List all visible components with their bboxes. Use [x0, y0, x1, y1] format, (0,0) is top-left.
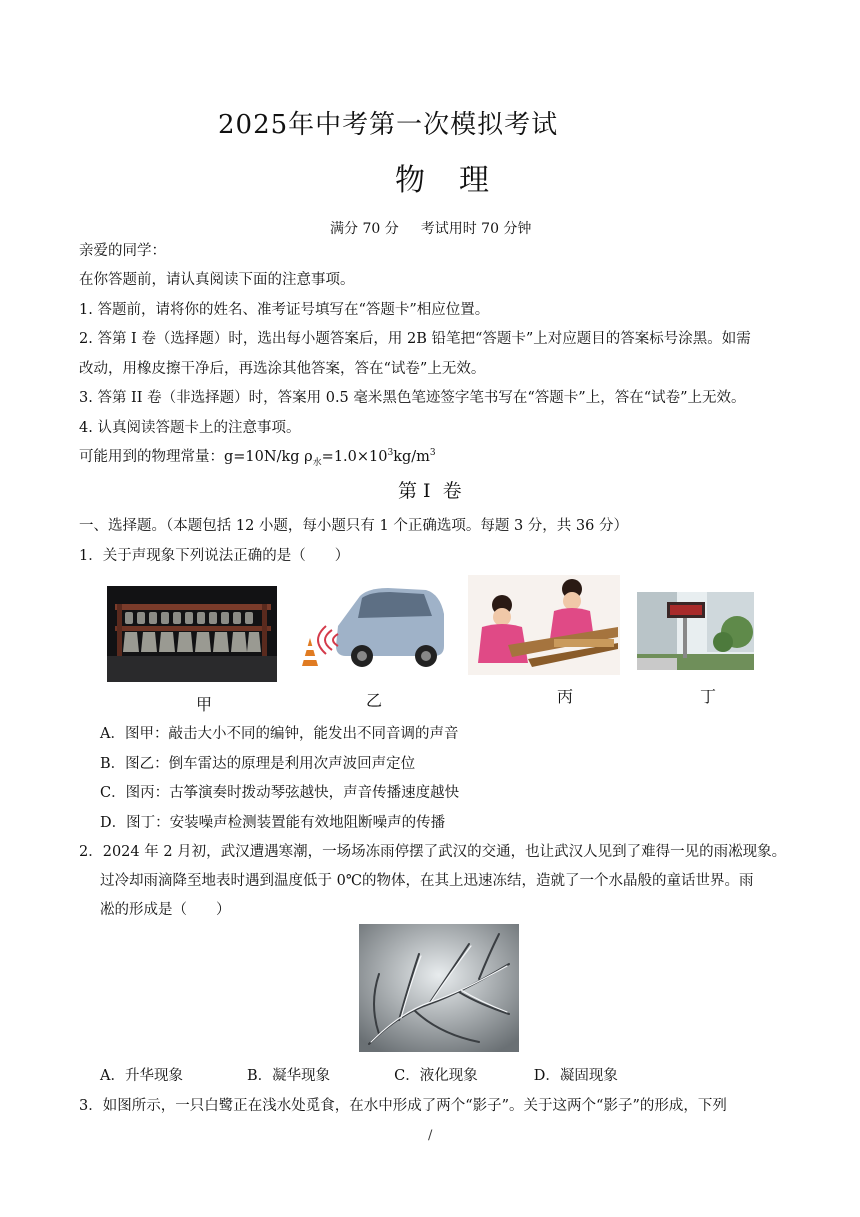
q1-option-d: D．图丁：安装噪声检测装置能有效地阻断噪声的传播	[100, 815, 446, 831]
caption-bing: 丙	[557, 687, 574, 706]
physics-constants: 可能用到的物理常量：g=10N/kg $\rho_水=1.0\times 10^3kg/m^3$	[79, 448, 436, 468]
subject-char-2: 理	[459, 163, 489, 198]
q3-stem-line1: 3．如图所示，一只白鹭正在浅水处觅食，在水中形成了两个“影子”。关于这两个“影子”的形成，下列	[79, 1098, 727, 1114]
caption-yi: 乙	[366, 691, 383, 710]
q1-option-a: A．图甲：敲击大小不同的编钟，能发出不同音调的声音	[100, 726, 459, 742]
guzheng-image	[468, 575, 620, 675]
section-heading: 一、选择题。（本题包括 12 小题，每小题只有 1 个正确选项。每题 3 分，共 36 分）	[79, 518, 628, 534]
notice-intro: 在你答题前，请认真阅读下面的注意事项。	[79, 272, 355, 288]
notice-item-2: 2. 答第 I 卷（选择题）时，选出每小题答案后，用 2B 铅笔把“答题卡”上对应题目的答案标号涂黑。如需	[79, 331, 751, 347]
car-radar-image	[298, 584, 446, 674]
q2-stem-line3: 凇的形成是（ ）	[100, 902, 231, 918]
notice-item-4: 4. 认真阅读答题卡上的注意事项。	[79, 420, 301, 436]
greeting: 亲爱的同学：	[79, 243, 166, 259]
subject-title	[395, 155, 489, 199]
q1-option-b: B．图乙：倒车雷达的原理是利用次声波回声定位	[100, 756, 416, 772]
notice-item-1: 1. 答题前，请将你的姓名、准考证号填写在“答题卡”相应位置。	[79, 302, 490, 318]
caption-jia: 甲	[196, 695, 213, 714]
section-title: 第 I 卷	[398, 480, 462, 502]
notice-item-2-cont: 改动，用橡皮擦干净后，再选涂其他答案，答在“试卷”上无效。	[79, 361, 486, 377]
rime-ice-image	[359, 924, 519, 1052]
bianzhong-image	[107, 586, 277, 682]
q1-option-c: C．图丙：古筝演奏时拨动琴弦越快，声音传播速度越快	[100, 785, 460, 801]
noise-monitor-image	[637, 592, 754, 670]
q1-stem: 1．关于声现象下列说法正确的是（ ）	[79, 548, 350, 564]
notice-item-3: 3. 答第 II 卷（非选择题）时，答案用 0.5 毫米黑色笔迹签字笔书写在“答题卡”上，答在“试卷”上无效。	[79, 390, 746, 406]
score-info: 满分 70 分	[330, 221, 399, 237]
q2-option-d: D．凝固现象	[533, 1068, 618, 1084]
q2-option-c: C．液化现象	[394, 1068, 478, 1084]
page-number: /	[428, 1128, 433, 1143]
time-info: 考试用时 70 分钟	[420, 221, 532, 237]
q2-stem-line1: 2．2024 年 2 月初，武汉遭遇寒潮，一场场冻雨停摆了武汉的交通，也让武汉人见到了难得一见的雨凇现象。	[79, 844, 787, 860]
q2-options	[100, 1064, 618, 1085]
q2-stem-line2: 过冷却雨滴降至地表时遇到温度低于 0℃的物体，在其上迅速冻结，造就了一个水晶般的童话世界。雨	[100, 873, 754, 889]
subject-char-1: 物	[395, 163, 425, 198]
caption-ding: 丁	[700, 687, 717, 706]
exam-info	[330, 218, 531, 238]
q2-option-b: B．凝华现象	[246, 1068, 331, 1084]
exam-title: 2025年中考第一次模拟考试	[218, 110, 559, 140]
q2-option-a: A．升华现象	[100, 1068, 183, 1084]
